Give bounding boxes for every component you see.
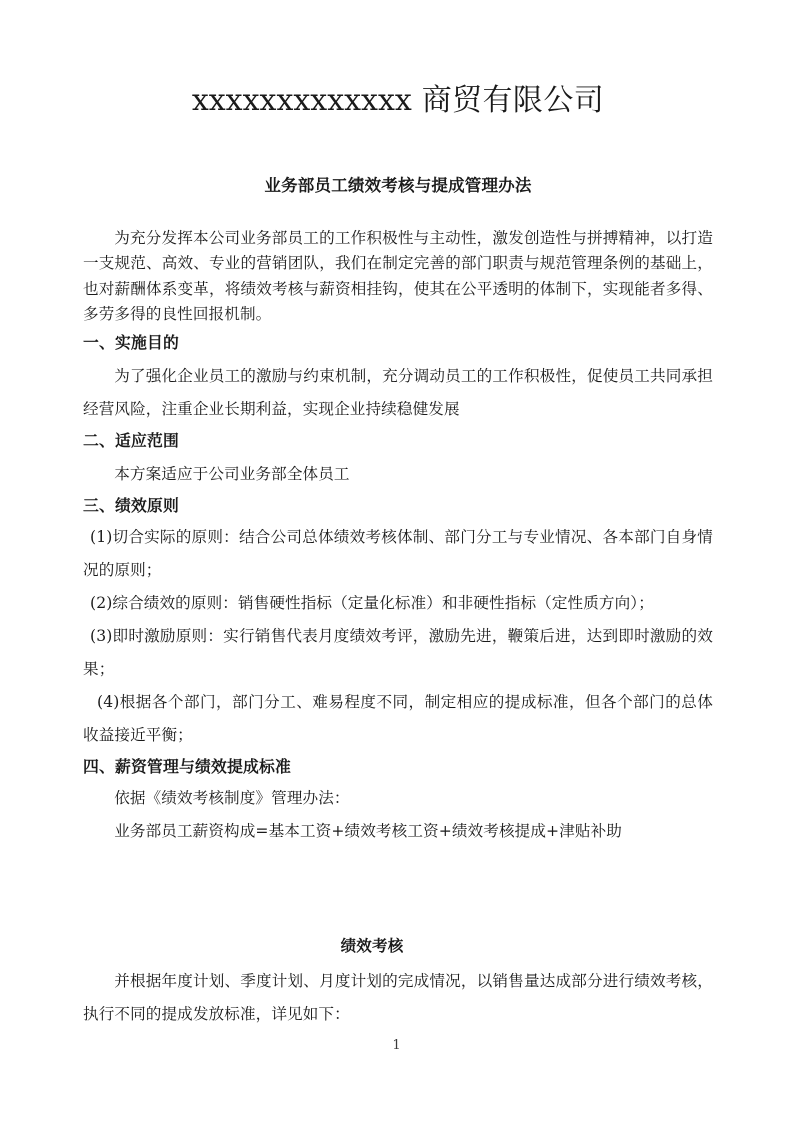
page-number: 1 <box>392 1038 401 1053</box>
document-body <box>83 0 713 1031</box>
clause-item: (1)切合实际的原则：结合公司总体绩效考核体制、部门分工与专业情况、各本部门自身情况的原则； <box>83 527 713 579</box>
section-heading-4: 四、薪资管理与绩效提成标准 <box>83 756 291 776</box>
heading-spacer <box>83 956 713 965</box>
clause-item: (4)根据各个部门，部门分工、难易程度不同，制定相应的提成标准，但各个部门的总体收益接近平衡； <box>83 692 713 744</box>
section-heading-3: 三、绩效原则 <box>83 495 179 515</box>
intro-paragraph: 为充分发挥本公司业务部员工的工作积极性与主动性，激发创造性与拼搏精神，以打造一支规范、高效、专业的营销团队，我们在制定完善的部门职责与规范管理条例的基础上，也对薪酬体系变革，将绩效考核与薪资相挂钩，使其在公平透明的体制下，实现能者多得、多劳多得的良性回报机制。 <box>83 228 713 323</box>
section-body-4-line-1: 依据《绩效考核制度》管理办法： <box>114 788 350 807</box>
performance-heading: 绩效考核 <box>340 936 404 955</box>
performance-body: 并根据年度计划、季度计划、月度计划的完成情况，以销售量达成部分进行绩效考核，执行不同的提成发放标准，详见如下： <box>83 971 713 1023</box>
section-body-2: 本方案适应于公司业务部全体员工 <box>114 464 350 483</box>
section-body-4-line-2: 业务部员工薪资构成=基本工资+绩效考核工资+绩效考核提成+津贴补助 <box>114 821 622 840</box>
clause-item: (3)即时激励原则：实行销售代表月度绩效考评，激励先进，鞭策后进，达到即时激励的效果； <box>83 626 713 678</box>
page-subtitle: 业务部员工绩效考核与提成管理办法 <box>264 175 532 195</box>
clause-item: (2)综合绩效的原则：销售硬性指标（定量化标准）和非硬性指标（定性质方向）； <box>90 593 654 612</box>
page-title <box>83 0 713 120</box>
section-heading-1: 一、实施目的 <box>83 332 179 352</box>
section-body-1: 为了强化企业员工的激励与约束机制，充分调动员工的工作积极性，促使员工共同承担经营风险，注重企业长期利益，实现企业持续稳健发展 <box>83 366 713 418</box>
page-title-cjk: 商贸有限公司 <box>411 83 605 118</box>
section-spacer <box>83 848 713 934</box>
page-title-latin: xxxxxxxxxxxxx <box>191 83 412 118</box>
section-heading-2: 二、适应范围 <box>83 430 179 450</box>
